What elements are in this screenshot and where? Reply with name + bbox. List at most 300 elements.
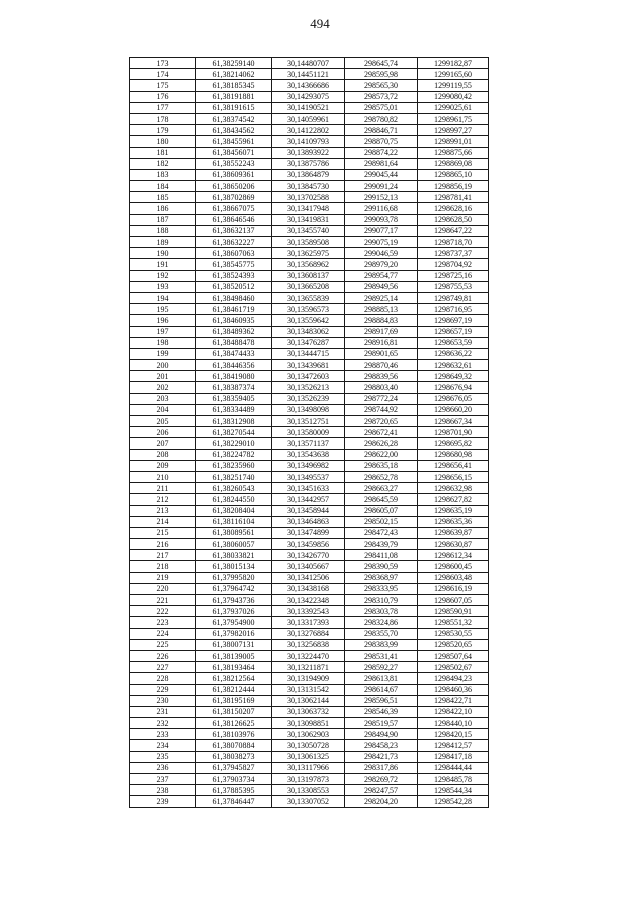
latitude-cell: 61,38632227: [196, 237, 272, 248]
y-coordinate-cell: 1299025,61: [418, 102, 489, 113]
longitude-cell: 30,13224470: [272, 650, 345, 661]
point-number-cell: 210: [130, 471, 196, 482]
x-coordinate-cell: 298645,59: [345, 494, 418, 505]
longitude-cell: 30,13526239: [272, 393, 345, 404]
latitude-cell: 61,38632137: [196, 225, 272, 236]
latitude-cell: 61,38270544: [196, 427, 272, 438]
x-coordinate-cell: 298846,71: [345, 125, 418, 136]
table-row: [130, 58, 489, 69]
latitude-cell: 61,37995820: [196, 572, 272, 583]
x-coordinate-cell: 298916,81: [345, 337, 418, 348]
longitude-cell: 30,14366686: [272, 80, 345, 91]
y-coordinate-cell: 1298639,87: [418, 527, 489, 538]
table-row: [130, 248, 489, 259]
longitude-cell: 30,13495537: [272, 471, 345, 482]
point-number-cell: 218: [130, 561, 196, 572]
x-coordinate-cell: 298368,97: [345, 572, 418, 583]
point-number-cell: 203: [130, 393, 196, 404]
point-number-cell: 202: [130, 382, 196, 393]
y-coordinate-cell: 1298607,05: [418, 595, 489, 606]
latitude-cell: 61,38007131: [196, 639, 272, 650]
point-number-cell: 194: [130, 292, 196, 303]
point-number-cell: 184: [130, 181, 196, 192]
y-coordinate-cell: 1298667,34: [418, 416, 489, 427]
latitude-cell: 61,38488478: [196, 337, 272, 348]
longitude-cell: 30,13625975: [272, 248, 345, 259]
longitude-cell: 30,13050728: [272, 740, 345, 751]
table-row: [130, 136, 489, 147]
longitude-cell: 30,13665208: [272, 281, 345, 292]
point-number-cell: 207: [130, 438, 196, 449]
point-number-cell: 227: [130, 662, 196, 673]
x-coordinate-cell: 298772,24: [345, 393, 418, 404]
y-coordinate-cell: 1298628,50: [418, 214, 489, 225]
y-coordinate-cell: 1298630,87: [418, 539, 489, 550]
y-coordinate-cell: 1298991,01: [418, 136, 489, 147]
longitude-cell: 30,13596573: [272, 304, 345, 315]
longitude-cell: 30,13317393: [272, 617, 345, 628]
point-number-cell: 223: [130, 617, 196, 628]
point-number-cell: 209: [130, 460, 196, 471]
longitude-cell: 30,13276884: [272, 628, 345, 639]
y-coordinate-cell: 1298755,53: [418, 281, 489, 292]
x-coordinate-cell: 298622,00: [345, 449, 418, 460]
latitude-cell: 61,38229010: [196, 438, 272, 449]
y-coordinate-cell: 1299119,55: [418, 80, 489, 91]
y-coordinate-cell: 1298551,32: [418, 617, 489, 628]
y-coordinate-cell: 1298649,32: [418, 371, 489, 382]
point-number-cell: 211: [130, 483, 196, 494]
x-coordinate-cell: 298247,57: [345, 785, 418, 796]
longitude-cell: 30,13458944: [272, 505, 345, 516]
latitude-cell: 61,38489362: [196, 326, 272, 337]
latitude-cell: 61,38260543: [196, 483, 272, 494]
latitude-cell: 61,38455961: [196, 136, 272, 147]
latitude-cell: 61,38103976: [196, 729, 272, 740]
longitude-cell: 30,14480707: [272, 58, 345, 69]
latitude-cell: 61,38456071: [196, 147, 272, 158]
point-number-cell: 239: [130, 796, 196, 807]
y-coordinate-cell: 1298997,27: [418, 125, 489, 136]
latitude-cell: 61,37945827: [196, 762, 272, 773]
x-coordinate-cell: 298839,56: [345, 371, 418, 382]
y-coordinate-cell: 1298632,98: [418, 483, 489, 494]
y-coordinate-cell: 1298660,20: [418, 404, 489, 415]
latitude-cell: 61,38214062: [196, 69, 272, 80]
table-row: [130, 460, 489, 471]
longitude-cell: 30,13893922: [272, 147, 345, 158]
longitude-cell: 30,13483062: [272, 326, 345, 337]
longitude-cell: 30,13875786: [272, 158, 345, 169]
longitude-cell: 30,13702588: [272, 192, 345, 203]
latitude-cell: 61,38235960: [196, 460, 272, 471]
y-coordinate-cell: 1298507,64: [418, 650, 489, 661]
point-number-cell: 237: [130, 774, 196, 785]
longitude-cell: 30,13589508: [272, 237, 345, 248]
point-number-cell: 233: [130, 729, 196, 740]
latitude-cell: 61,38070884: [196, 740, 272, 751]
table-row: [130, 527, 489, 538]
longitude-cell: 30,13412506: [272, 572, 345, 583]
y-coordinate-cell: 1298656,41: [418, 460, 489, 471]
longitude-cell: 30,13472603: [272, 371, 345, 382]
point-number-cell: 178: [130, 113, 196, 124]
table-row: [130, 292, 489, 303]
x-coordinate-cell: 299091,24: [345, 181, 418, 192]
point-number-cell: 191: [130, 259, 196, 270]
latitude-cell: 61,38334489: [196, 404, 272, 415]
longitude-cell: 30,13419831: [272, 214, 345, 225]
latitude-cell: 61,38702869: [196, 192, 272, 203]
point-number-cell: 189: [130, 237, 196, 248]
latitude-cell: 61,38193464: [196, 662, 272, 673]
longitude-cell: 30,13543638: [272, 449, 345, 460]
x-coordinate-cell: 298925,14: [345, 292, 418, 303]
table-row: [130, 628, 489, 639]
latitude-cell: 61,37943736: [196, 595, 272, 606]
table-row: [130, 382, 489, 393]
table-row: [130, 192, 489, 203]
y-coordinate-cell: 1298636,22: [418, 348, 489, 359]
table-row: [130, 762, 489, 773]
point-number-cell: 193: [130, 281, 196, 292]
y-coordinate-cell: 1298520,65: [418, 639, 489, 650]
latitude-cell: 61,38116104: [196, 516, 272, 527]
longitude-cell: 30,13211871: [272, 662, 345, 673]
y-coordinate-cell: 1298460,36: [418, 684, 489, 695]
table-row: [130, 583, 489, 594]
latitude-cell: 61,37846447: [196, 796, 272, 807]
latitude-cell: 61,38446356: [196, 360, 272, 371]
y-coordinate-cell: 1298869,08: [418, 158, 489, 169]
y-coordinate-cell: 1298865,10: [418, 169, 489, 180]
latitude-cell: 61,38033821: [196, 550, 272, 561]
point-number-cell: 187: [130, 214, 196, 225]
latitude-cell: 61,38259140: [196, 58, 272, 69]
point-number-cell: 208: [130, 449, 196, 460]
x-coordinate-cell: 298317,86: [345, 762, 418, 773]
table-row: [130, 561, 489, 572]
point-number-cell: 224: [130, 628, 196, 639]
table-row: [130, 337, 489, 348]
longitude-cell: 30,13131542: [272, 684, 345, 695]
x-coordinate-cell: 298355,70: [345, 628, 418, 639]
latitude-cell: 61,38667075: [196, 203, 272, 214]
longitude-cell: 30,13098851: [272, 718, 345, 729]
table-row: [130, 483, 489, 494]
x-coordinate-cell: 298269,72: [345, 774, 418, 785]
point-number-cell: 234: [130, 740, 196, 751]
table-row: [130, 740, 489, 751]
x-coordinate-cell: 299116,68: [345, 203, 418, 214]
point-number-cell: 185: [130, 192, 196, 203]
x-coordinate-cell: 298744,92: [345, 404, 418, 415]
point-number-cell: 182: [130, 158, 196, 169]
y-coordinate-cell: 1298856,19: [418, 181, 489, 192]
y-coordinate-cell: 1298417,18: [418, 751, 489, 762]
y-coordinate-cell: 1298612,34: [418, 550, 489, 561]
y-coordinate-cell: 1298716,95: [418, 304, 489, 315]
point-number-cell: 226: [130, 650, 196, 661]
latitude-cell: 61,38224782: [196, 449, 272, 460]
x-coordinate-cell: 298596,51: [345, 695, 418, 706]
x-coordinate-cell: 298803,40: [345, 382, 418, 393]
point-number-cell: 175: [130, 80, 196, 91]
latitude-cell: 61,38126625: [196, 718, 272, 729]
y-coordinate-cell: 1298544,34: [418, 785, 489, 796]
table-row: [130, 662, 489, 673]
point-number-cell: 190: [130, 248, 196, 259]
table-row: [130, 304, 489, 315]
table-row: [130, 169, 489, 180]
x-coordinate-cell: 298780,82: [345, 113, 418, 124]
longitude-cell: 30,13526213: [272, 382, 345, 393]
latitude-cell: 61,37982016: [196, 628, 272, 639]
longitude-cell: 30,13256838: [272, 639, 345, 650]
y-coordinate-cell: 1298603,48: [418, 572, 489, 583]
table-row: [130, 371, 489, 382]
x-coordinate-cell: 298531,41: [345, 650, 418, 661]
point-number-cell: 225: [130, 639, 196, 650]
longitude-cell: 30,13512751: [272, 416, 345, 427]
table-row: [130, 494, 489, 505]
x-coordinate-cell: 298565,30: [345, 80, 418, 91]
longitude-cell: 30,13426770: [272, 550, 345, 561]
table-row: [130, 113, 489, 124]
x-coordinate-cell: 298204,20: [345, 796, 418, 807]
x-coordinate-cell: 298472,43: [345, 527, 418, 538]
longitude-cell: 30,13308553: [272, 785, 345, 796]
y-coordinate-cell: 1298875,66: [418, 147, 489, 158]
latitude-cell: 61,38244550: [196, 494, 272, 505]
table-row: [130, 639, 489, 650]
point-number-cell: 216: [130, 539, 196, 550]
x-coordinate-cell: 298981,64: [345, 158, 418, 169]
x-coordinate-cell: 298885,13: [345, 304, 418, 315]
latitude-cell: 61,38185345: [196, 80, 272, 91]
y-coordinate-cell: 1298653,59: [418, 337, 489, 348]
point-number-cell: 179: [130, 125, 196, 136]
x-coordinate-cell: 299046,59: [345, 248, 418, 259]
table-row: [130, 416, 489, 427]
y-coordinate-cell: 1298616,19: [418, 583, 489, 594]
y-coordinate-cell: 1299182,87: [418, 58, 489, 69]
longitude-cell: 30,13417948: [272, 203, 345, 214]
point-number-cell: 228: [130, 673, 196, 684]
y-coordinate-cell: 1298628,16: [418, 203, 489, 214]
y-coordinate-cell: 1298961,75: [418, 113, 489, 124]
longitude-cell: 30,13307052: [272, 796, 345, 807]
coordinates-table: [129, 57, 489, 808]
x-coordinate-cell: 298870,46: [345, 360, 418, 371]
x-coordinate-cell: 298411,08: [345, 550, 418, 561]
longitude-cell: 30,13451633: [272, 483, 345, 494]
point-number-cell: 188: [130, 225, 196, 236]
x-coordinate-cell: 299152,13: [345, 192, 418, 203]
longitude-cell: 30,14451121: [272, 69, 345, 80]
latitude-cell: 61,38545775: [196, 259, 272, 270]
x-coordinate-cell: 299077,17: [345, 225, 418, 236]
latitude-cell: 61,38038273: [196, 751, 272, 762]
point-number-cell: 236: [130, 762, 196, 773]
longitude-cell: 30,13655839: [272, 292, 345, 303]
table-row: [130, 281, 489, 292]
y-coordinate-cell: 1298676,94: [418, 382, 489, 393]
y-coordinate-cell: 1298422,71: [418, 695, 489, 706]
y-coordinate-cell: 1298494,23: [418, 673, 489, 684]
y-coordinate-cell: 1298485,78: [418, 774, 489, 785]
x-coordinate-cell: 298303,78: [345, 606, 418, 617]
longitude-cell: 30,13442957: [272, 494, 345, 505]
table-row: [130, 684, 489, 695]
y-coordinate-cell: 1298444,44: [418, 762, 489, 773]
point-number-cell: 230: [130, 695, 196, 706]
table-row: [130, 774, 489, 785]
table-row: [130, 438, 489, 449]
point-number-cell: 192: [130, 270, 196, 281]
x-coordinate-cell: 298439,79: [345, 539, 418, 550]
longitude-cell: 30,13444715: [272, 348, 345, 359]
y-coordinate-cell: 1298542,28: [418, 796, 489, 807]
point-number-cell: 173: [130, 58, 196, 69]
longitude-cell: 30,13476287: [272, 337, 345, 348]
table-row: [130, 706, 489, 717]
y-coordinate-cell: 1298420,15: [418, 729, 489, 740]
longitude-cell: 30,14059961: [272, 113, 345, 124]
longitude-cell: 30,14109793: [272, 136, 345, 147]
point-number-cell: 215: [130, 527, 196, 538]
table-row: [130, 718, 489, 729]
longitude-cell: 30,14122802: [272, 125, 345, 136]
longitude-cell: 30,13062144: [272, 695, 345, 706]
table-row: [130, 650, 489, 661]
x-coordinate-cell: 299075,19: [345, 237, 418, 248]
point-number-cell: 186: [130, 203, 196, 214]
x-coordinate-cell: 298917,69: [345, 326, 418, 337]
latitude-cell: 61,37937026: [196, 606, 272, 617]
table-row: [130, 393, 489, 404]
y-coordinate-cell: 1298502,67: [418, 662, 489, 673]
x-coordinate-cell: 298546,39: [345, 706, 418, 717]
point-number-cell: 214: [130, 516, 196, 527]
table-row: [130, 729, 489, 740]
latitude-cell: 61,38460935: [196, 315, 272, 326]
table-row: [130, 102, 489, 113]
x-coordinate-cell: 298421,73: [345, 751, 418, 762]
latitude-cell: 61,38552243: [196, 158, 272, 169]
y-coordinate-cell: 1299165,60: [418, 69, 489, 80]
table-row: [130, 751, 489, 762]
y-coordinate-cell: 1298695,82: [418, 438, 489, 449]
longitude-cell: 30,13194909: [272, 673, 345, 684]
longitude-cell: 30,13498098: [272, 404, 345, 415]
x-coordinate-cell: 298720,65: [345, 416, 418, 427]
point-number-cell: 235: [130, 751, 196, 762]
y-coordinate-cell: 1298635,19: [418, 505, 489, 516]
longitude-cell: 30,13608137: [272, 270, 345, 281]
point-number-cell: 181: [130, 147, 196, 158]
latitude-cell: 61,38461719: [196, 304, 272, 315]
table-row: [130, 449, 489, 460]
y-coordinate-cell: 1298440,10: [418, 718, 489, 729]
latitude-cell: 61,38191615: [196, 102, 272, 113]
x-coordinate-cell: 298613,81: [345, 673, 418, 684]
table-row: [130, 214, 489, 225]
y-coordinate-cell: 1298422,10: [418, 706, 489, 717]
latitude-cell: 61,38312908: [196, 416, 272, 427]
latitude-cell: 61,37885395: [196, 785, 272, 796]
y-coordinate-cell: 1298749,81: [418, 292, 489, 303]
x-coordinate-cell: 298652,78: [345, 471, 418, 482]
latitude-cell: 61,38015134: [196, 561, 272, 572]
table-row: [130, 91, 489, 102]
latitude-cell: 61,38474433: [196, 348, 272, 359]
x-coordinate-cell: 298635,18: [345, 460, 418, 471]
x-coordinate-cell: 298592,27: [345, 662, 418, 673]
longitude-cell: 30,13864879: [272, 169, 345, 180]
latitude-cell: 61,38191881: [196, 91, 272, 102]
point-number-cell: 195: [130, 304, 196, 315]
table-row: [130, 259, 489, 270]
coordinates-table-body: [130, 58, 489, 808]
table-row: [130, 550, 489, 561]
y-coordinate-cell: 1298647,22: [418, 225, 489, 236]
latitude-cell: 61,38251740: [196, 471, 272, 482]
x-coordinate-cell: 298874,22: [345, 147, 418, 158]
latitude-cell: 61,38609361: [196, 169, 272, 180]
y-coordinate-cell: 1298627,82: [418, 494, 489, 505]
x-coordinate-cell: 298884,83: [345, 315, 418, 326]
x-coordinate-cell: 298645,74: [345, 58, 418, 69]
point-number-cell: 212: [130, 494, 196, 505]
table-row: [130, 348, 489, 359]
longitude-cell: 30,13422348: [272, 595, 345, 606]
y-coordinate-cell: 1298412,57: [418, 740, 489, 751]
point-number-cell: 177: [130, 102, 196, 113]
table-row: [130, 225, 489, 236]
table-row: [130, 427, 489, 438]
longitude-cell: 30,13405667: [272, 561, 345, 572]
point-number-cell: 222: [130, 606, 196, 617]
longitude-cell: 30,13464863: [272, 516, 345, 527]
table-row: [130, 270, 489, 281]
latitude-cell: 61,38195169: [196, 695, 272, 706]
x-coordinate-cell: 298672,41: [345, 427, 418, 438]
x-coordinate-cell: 298901,65: [345, 348, 418, 359]
y-coordinate-cell: 1298656,15: [418, 471, 489, 482]
table-row: [130, 505, 489, 516]
x-coordinate-cell: 298333,95: [345, 583, 418, 594]
table-row: [130, 516, 489, 527]
table-row: [130, 237, 489, 248]
point-number-cell: 200: [130, 360, 196, 371]
point-number-cell: 174: [130, 69, 196, 80]
latitude-cell: 61,38387374: [196, 382, 272, 393]
longitude-cell: 30,13568962: [272, 259, 345, 270]
latitude-cell: 61,38419080: [196, 371, 272, 382]
x-coordinate-cell: 298324,86: [345, 617, 418, 628]
table-row: [130, 785, 489, 796]
point-number-cell: 204: [130, 404, 196, 415]
y-coordinate-cell: 1298530,55: [418, 628, 489, 639]
longitude-cell: 30,13459856: [272, 539, 345, 550]
x-coordinate-cell: 298663,27: [345, 483, 418, 494]
table-row: [130, 606, 489, 617]
point-number-cell: 183: [130, 169, 196, 180]
y-coordinate-cell: 1298781,41: [418, 192, 489, 203]
point-number-cell: 213: [130, 505, 196, 516]
table-row: [130, 595, 489, 606]
